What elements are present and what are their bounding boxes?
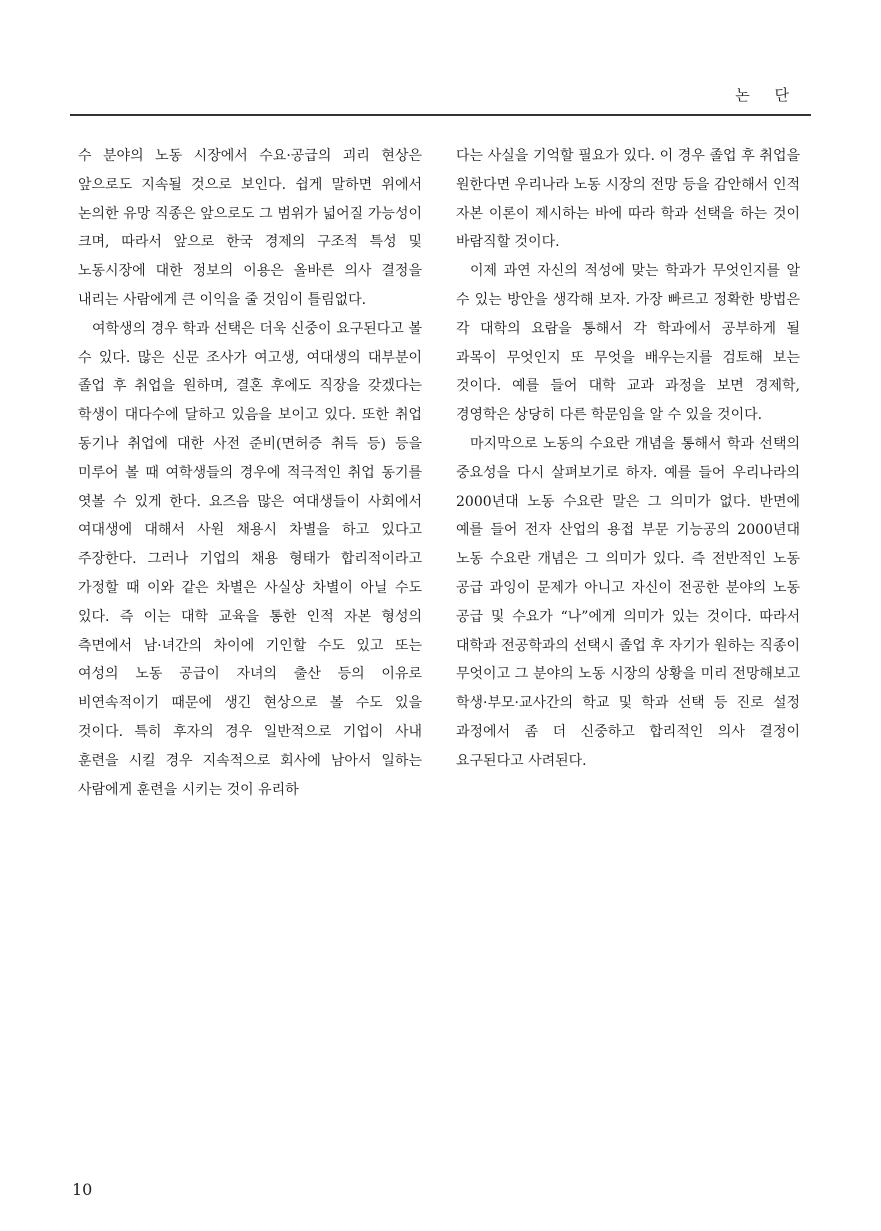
page-number: 10 (72, 1180, 93, 1199)
right-paragraph-1: 다는 사실을 기억할 필요가 있다. 이 경우 졸업 후 취업을 원한다면 우리나라 노동 시장의 전망 등을 감안해서 인적 자본 이론이 제시하는 바에 따라 학과 선택을 하는 것이 바람직할 것이다. (456, 148, 800, 251)
right-column (456, 142, 800, 776)
page-header (70, 80, 811, 116)
right-paragraph-3: 마지막으로 노동의 수요란 개념을 통해서 학과 선택의 중요성을 다시 살펴보기로 하자. 예를 들어 우리나라의 2000년대 노동 수요란 말은 그 의미가 없다. 반면에 예를 들어 전자 산업의 용접 부문 기능공의 2000년대 노동 수요란 개념은 그 의미가 있다. 즉 전반적인 노동 공급 과잉이 문제가 아니고 자신이 전공한 분야의 노동 공급 및 수요가 “나”에게 의미가 있는 것이다. 따라서 대학과 전공학과의 선택시 졸업 후 자기가 원하는 직종이 무엇이고 그 분야의 노동 시장의 상황을 미리 전망해보고 학생·부모·교사간의 학교 및 학과 선택 등 진로 설정 과정에서 좀 더 신중하고 합리적인 의사 결정이 요구된다고 사려된다. (456, 435, 800, 769)
right-paragraph-2: 이제 과연 자신의 적성에 맞는 학과가 무엇인지를 알 수 있는 방안을 생각해 보자. 가장 빠르고 정확한 방법은 각 대학의 요람을 통해서 각 학과에서 공부하게 될 과목이 무엇인지 또 무엇을 배우는지를 검토해 보는 것이다. 예를 들어 대학 교과 과정을 보면 경제학, 경영학은 상당히 다른 학문임을 알 수 있을 것이다. (456, 263, 800, 424)
left-column (78, 142, 422, 804)
header-rule (70, 114, 811, 116)
left-paragraph-1: 수 분야의 노동 시장에서 수요·공급의 괴리 현상은 앞으로도 지속될 것으로 보인다. 쉽게 말하면 위에서 논의한 유망 직종은 앞으로도 그 범위가 넓어질 가능성이 크며, 따라서 앞으로 한국 경제의 구조적 특성 및 노동시장에 대한 정보의 이용은 올바른 의사 결정을 내리는 사람에게 큰 이익을 줄 것임이 틀림없다. (78, 148, 422, 308)
left-paragraph-2: 여학생의 경우 학과 선택은 더욱 신중이 요구된다고 볼 수 있다. 많은 신문 조사가 여고생, 여대생의 대부분이 졸업 후 취업을 원하며, 결혼 후에도 직장을 갖겠다는 학생이 대다수에 달하고 있음을 보이고 있다. 또한 취업 동기나 취업에 대한 사전 준비(면허증 취득 등) 등을 미루어 볼 때 여학생들의 경우에 적극적인 취업 동기를 엿볼 수 있게 한다. 요즈음 많은 여대생들이 사회에서 여대생에 대해서 사원 채용시 차별을 하고 있다고 주장한다. 그러나 기업의 채용 형태가 합리적이라고 가정할 때 이와 같은 차별은 사실상 차별이 아닐 수도 있다. 즉 이는 대학 교육을 통한 인적 자본 형성의 측면에서 남·녀간의 차이에 기인할 수도 있고 또는 여성의 노동 공급이 자녀의 출산 등의 이유로 비연속적이기 때문에 생긴 현상으로 볼 수도 있을 것이다. 특히 후자의 경우 일반적으로 기업이 사내 훈련을 시킬 경우 지속적으로 회사에 남아서 일하는 사람에게 훈련을 시키는 것이 유리하 (78, 320, 422, 798)
section-label: 논 단 (735, 86, 799, 104)
